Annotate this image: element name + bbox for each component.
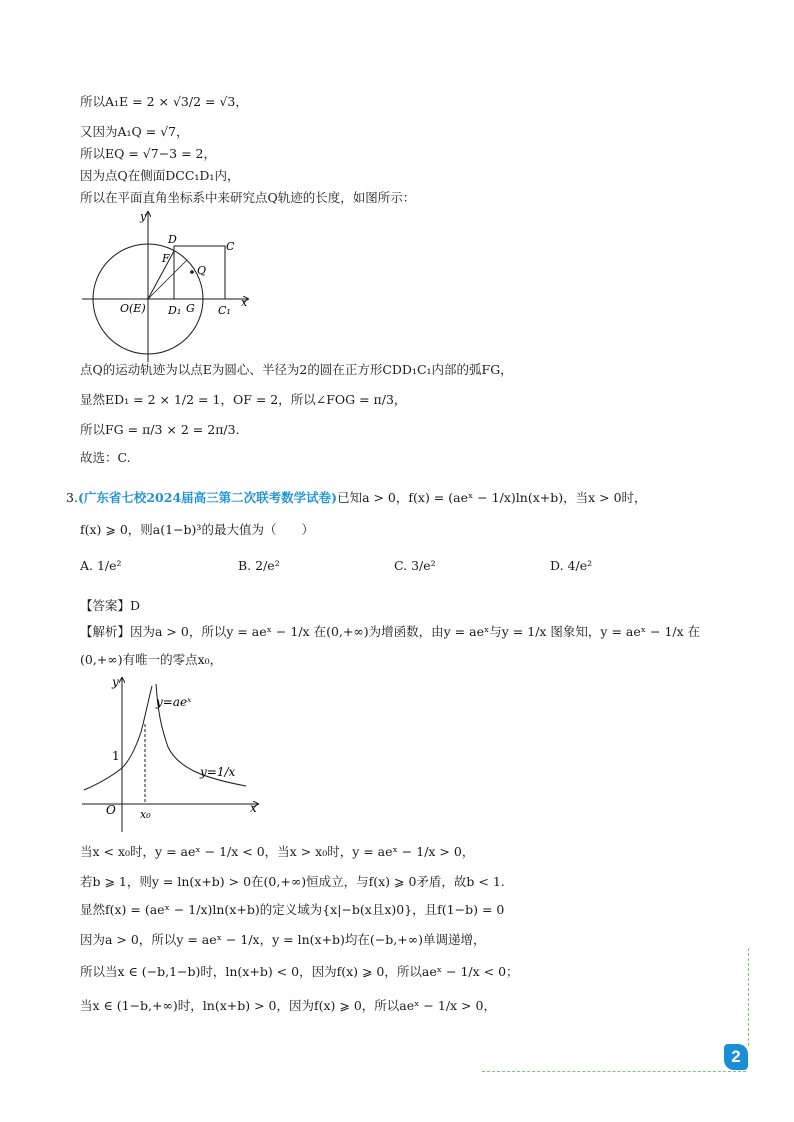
solution-line-8: 所以FG = π/3 × 2 = 2π/3.: [80, 422, 240, 437]
solution-line-3: 所以EQ = √7−3 = 2，: [80, 146, 217, 161]
label-o: O: [106, 803, 116, 817]
label-d1: D₁: [168, 304, 182, 317]
question-stem-1: 已知a > 0，f(x) = (aeˣ − 1/x)ln(x+b)，当x > 0时，: [337, 490, 647, 505]
label-g: G: [186, 302, 195, 315]
label-x0: x₀: [140, 808, 151, 821]
solution-line-4: 因为点Q在侧面DCC₁D₁内，: [80, 168, 240, 183]
label-c1: C₁: [218, 304, 231, 317]
question-number: 3.: [66, 490, 78, 505]
answer-line: 【答案】D: [80, 598, 141, 613]
label-y: y: [140, 210, 147, 223]
question-stem-2: f(x) ⩾ 0，则a(1−b)³的最大值为（ ）: [80, 522, 314, 537]
option-c: C. 3/e²: [394, 558, 436, 573]
option-b: B. 2/e²: [238, 558, 280, 573]
inv-label: y=1/x: [200, 765, 236, 779]
solution-line-9: 故选：C.: [80, 450, 131, 465]
analysis-line-3: 当x < x₀时，y = aeˣ − 1/x < 0，当x > x₀时，y = aeˣ − 1/x > 0，: [80, 844, 475, 859]
analysis-line-1: 【解析】因为a > 0，所以y = aeˣ − 1/x 在(0,+∞)为增函数，由y = aeˣ与y = 1/x 图象知，y = aeˣ − 1/x 在: [80, 624, 701, 639]
label-y: y: [112, 675, 119, 689]
analysis-line-6: 因为a > 0，所以y = aeˣ − 1/x，y = ln(x+b)均在(−b,+∞)单调递增，: [80, 932, 486, 947]
analysis-line-5: 显然f(x) = (aeˣ − 1/x)ln(x+b)的定义域为{x|−b(x且x)0}，且f(1−b) = 0: [80, 902, 505, 917]
function-graph-figure: [78, 672, 268, 834]
label-d: D: [168, 233, 177, 246]
label-f: F: [162, 252, 170, 265]
solution-line-1: 所以A₁E = 2 × √3/2 = √3，: [80, 94, 248, 109]
label-x: x: [241, 296, 248, 309]
point-q: [190, 270, 194, 274]
page-border-vertical: [748, 948, 749, 1046]
solution-line-6: 点Q的运动轨迹为以点E为圆心、半径为2的圆在正方形CDD₁C₁内部的弧FG，: [80, 362, 513, 377]
analysis-line-4: 若b ⩾ 1，则y = ln(x+b) > 0在(0,+∞)恒成立，与f(x) ⩾ 0矛盾，故b < 1.: [80, 874, 505, 889]
exp-curve: [84, 686, 152, 790]
label-c: C: [226, 240, 235, 253]
question-3-line-1: [66, 488, 647, 508]
label-one: 1: [112, 749, 120, 763]
analysis-line-2: (0,+∞)有唯一的零点x₀，: [80, 652, 223, 667]
label-x: x: [250, 801, 257, 815]
segment-og: [148, 260, 187, 299]
analysis-line-8: 当x ∈ (1−b,+∞)时，ln(x+b) > 0，因为f(x) ⩾ 0，所以aeˣ − 1/x > 0，: [80, 998, 496, 1013]
question-source: (广东省七校2024届高三第二次联考数学试卷): [77, 490, 338, 505]
option-a: A. 1/e²: [80, 558, 122, 573]
analysis-line-7: 所以当x ∈ (−b,1−b)时，ln(x+b) < 0，因为f(x) ⩾ 0，所以aeˣ − 1/x < 0；: [80, 964, 519, 979]
segment-of: [148, 251, 174, 299]
solution-line-5: 所以在平面直角坐标系中来研究点Q轨迹的长度，如图所示：: [80, 190, 416, 205]
page-border-horizontal: [482, 1071, 746, 1072]
exp-label: y=aeˣ: [156, 695, 192, 709]
option-d: D. 4/e²: [550, 558, 593, 573]
label-q: Q: [197, 264, 207, 277]
solution-line-7: 显然ED₁ = 2 × 1/2 = 1，OF = 2，所以∠FOG = π/3，: [80, 392, 407, 407]
page-number: 2: [724, 1044, 748, 1070]
solution-line-2: 又因为A₁Q = √7，: [80, 124, 189, 139]
circle-square-figure: [78, 206, 258, 366]
label-o: O(E): [120, 302, 146, 315]
